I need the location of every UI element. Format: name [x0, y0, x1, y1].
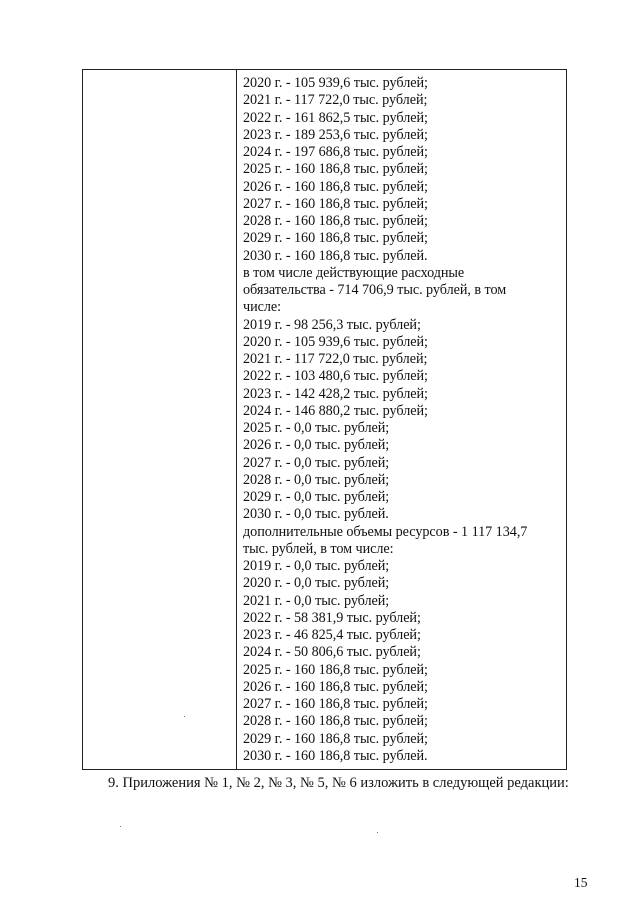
table-line: 2023 г. - 46 825,4 тыс. рублей;	[243, 627, 421, 643]
table-line: 2021 г. - 117 722,0 тыс. рублей;	[243, 351, 428, 367]
table-line: 2022 г. - 58 381,9 тыс. рублей;	[243, 609, 421, 626]
table-line: 2024 г. - 50 806,6 тыс. рублей;	[243, 644, 421, 661]
table-line: 2020 г. - 105 939,6 тыс. рублей;	[243, 333, 428, 350]
table-line: 2025 г. - 0,0 тыс. рублей;	[243, 420, 390, 436]
table-right-cell	[237, 70, 566, 769]
table-line: числе:	[243, 299, 282, 316]
table-line: 2025 г. - 160 186,8 тыс. рублей;	[243, 161, 428, 178]
table-line: 2026 г. - 0,0 тыс. рублей;	[243, 437, 390, 454]
instruction-paragraph: 9. Приложения № 1, № 2, № 3, № 5, № 6 изложить в следующей редакции:	[108, 775, 569, 791]
table-line: 2026 г. - 160 186,8 тыс. рублей;	[243, 178, 428, 195]
table-line: 2027 г. - 0,0 тыс. рублей;	[243, 454, 390, 471]
scan-speck	[377, 832, 378, 833]
table-line: 2026 г. - 160 186,8 тыс. рублей;	[243, 678, 428, 695]
table-line: 2024 г. - 146 880,2 тыс. рублей;	[243, 402, 428, 419]
table-line: дополнительные объемы ресурсов - 1 117 134,7	[243, 523, 528, 540]
table-line: 2027 г. - 160 186,8 тыс. рублей;	[243, 696, 428, 712]
table-line: 2023 г. - 142 428,2 тыс. рублей;	[243, 385, 428, 402]
page-number: 15	[574, 875, 588, 890]
scan-speck	[184, 716, 185, 717]
table-line: 2024 г. - 197 686,8 тыс. рублей;	[243, 144, 428, 160]
table-line: 2029 г. - 160 186,8 тыс. рублей;	[243, 230, 428, 247]
scan-speck	[120, 826, 121, 827]
table-line: 2019 г. - 98 256,3 тыс. рублей;	[243, 316, 421, 333]
table-line: 2027 г. - 160 186,8 тыс. рублей;	[243, 195, 428, 212]
table-line: 2023 г. - 189 253,6 тыс. рублей;	[243, 126, 428, 143]
table-line: 2028 г. - 160 186,8 тыс. рублей;	[243, 713, 428, 730]
table-line: 2022 г. - 161 862,5 тыс. рублей;	[243, 109, 428, 126]
table-line: 2021 г. - 0,0 тыс. рублей;	[243, 592, 390, 609]
table-line: 2020 г. - 105 939,6 тыс. рублей;	[243, 75, 428, 91]
table-line: 2022 г. - 103 480,6 тыс. рублей;	[243, 368, 428, 385]
table-line: 2028 г. - 0,0 тыс. рублей;	[243, 471, 390, 488]
table-line: 2025 г. - 160 186,8 тыс. рублей;	[243, 661, 428, 678]
table-line: 2029 г. - 160 186,8 тыс. рублей;	[243, 730, 428, 747]
table-line: 2020 г. - 0,0 тыс. рублей;	[243, 575, 390, 592]
funding-table	[82, 69, 567, 770]
table-line: 2028 г. - 160 186,8 тыс. рублей;	[243, 213, 428, 229]
table-line: 2019 г. - 0,0 тыс. рублей;	[243, 558, 390, 574]
table-line: обязательства - 714 706,9 тыс. рублей, в том	[243, 282, 507, 298]
table-line: 2029 г. - 0,0 тыс. рублей;	[243, 489, 390, 505]
table-line: 2030 г. - 0,0 тыс. рублей.	[243, 506, 389, 523]
table-line: 2030 г. - 160 186,8 тыс. рублей.	[243, 247, 428, 264]
table-line: 2030 г. - 160 186,8 тыс. рублей.	[243, 747, 428, 764]
table-left-cell	[83, 70, 237, 769]
table-line: 2021 г. - 117 722,0 тыс. рублей;	[243, 92, 428, 109]
table-line: в том числе действующие расходные	[243, 264, 465, 281]
table-line: тыс. рублей, в том числе:	[243, 540, 394, 557]
